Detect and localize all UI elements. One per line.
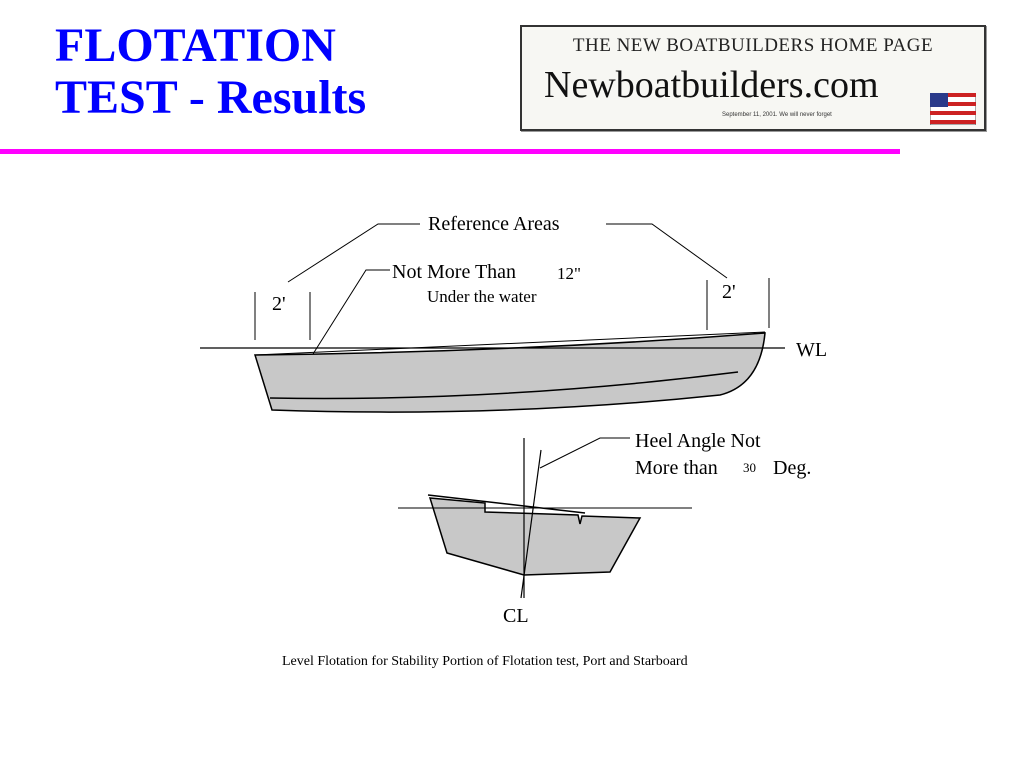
banner-site-name: Newboatbuilders.com: [544, 64, 879, 106]
under-water-label: Under the water: [427, 287, 537, 306]
heel-angle-label-1: Heel Angle Not: [635, 430, 761, 452]
banner-heading: THE NEW BOATBUILDERS HOME PAGE: [572, 35, 934, 56]
centerline-label: CL: [503, 605, 529, 627]
heel-leader: [540, 438, 630, 468]
depth-leader: [313, 270, 390, 354]
diagram-caption: Level Flotation for Stability Portion of Flotation test, Port and Starboard: [282, 654, 688, 669]
reference-areas-label: Reference Areas: [428, 213, 560, 235]
waterline-label: WL: [796, 339, 828, 361]
right-zone-label: 2': [722, 281, 736, 303]
depth-value: 12": [557, 264, 581, 283]
side-hull: [255, 333, 765, 412]
left-zone-label: 2': [272, 293, 286, 315]
title-line-2: TEST - Results: [55, 71, 367, 124]
heel-angle-value: 30: [743, 460, 756, 475]
heel-angle-label-2: More than: [635, 457, 718, 479]
heel-angle-unit: Deg.: [773, 457, 812, 479]
title-line-1: FLOTATION: [55, 19, 336, 72]
section-hull: [430, 498, 640, 575]
reference-leader-right: [606, 224, 727, 278]
not-more-than-label: Not More Than: [392, 261, 517, 283]
banner-note: September 11, 2001. We will never forget: [722, 112, 832, 118]
